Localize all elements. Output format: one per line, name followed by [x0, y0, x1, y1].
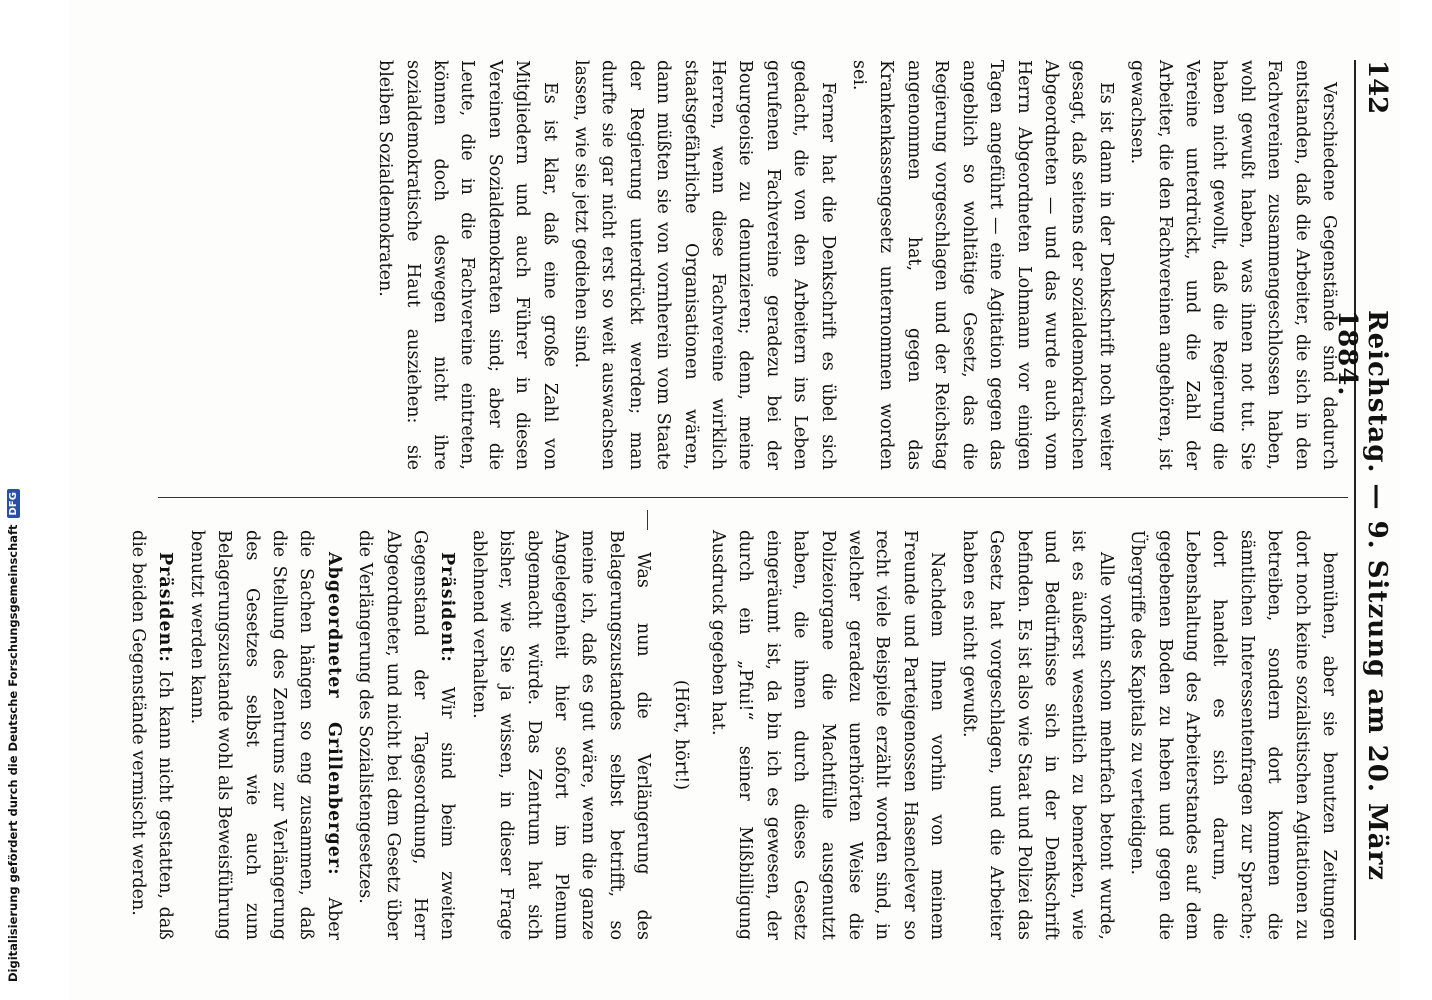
paragraph: Was nun die Verlängerung des Belagerungszustandes selbst betrifft, so meine ich, daß es gut wäre, wenn die ganze Angelegenheit hier sofort im Plenum abgemacht würde. Das Zentrum hat sich bisher, wie Sie ja wissen, in dieser Frage ablehnend verhalten. [468, 530, 654, 940]
speech-exchange [182, 530, 346, 940]
speech-exchange [351, 530, 461, 940]
speech-text: Aber die Sachen hängen so eng zusammen, daß die Stellung des Zentrums zur Verlängerung des Gesetzes selbst wie auch zum Belagerungszustande wohl als Beweisführung benutzt werden kann. [186, 530, 344, 941]
paragraph: Ferner hat die Denkschrift es übel sich gedacht, die von den Arbeitern ins Leben gerufenen Fachvereine geradezu bei der Bourgeoisie zu denunzieren; denn, meine Herren, wenn diese Fachvereine wirklich staatsgefährliche Organisationen wären, dann müßten sie von vornherein vom Staate der Regierung unterdrückt werden; man durfte sie gar nicht erst so weit auswachsen lassen, wie sie jetzt gediehen sind. [571, 60, 838, 470]
paragraph: Alle vorhin schon mehrfach betont wurde, ist es äußerst wesentlich zu bemerken, wie und Bedürfnisse sich in der Denkschrift befinden. Es ist also wie Staat und Polizei das Gesetz hat vorgeschlagen, und die Arbeiter haben es nicht gewußt. [958, 530, 1116, 940]
speaker-label: Präsident: [437, 552, 458, 663]
running-title: Reichstag. — 9. Sitzung am 20. März 1884. [1332, 310, 1392, 882]
interjection: (Hört, hört!) [670, 679, 691, 791]
paragraph: Es ist klar, daß eine große Zahl von Mitgliedern und auch Führer in diesen Vereinen Sozialdemokraten sind; aber die Leute, die in die Fachvereine eintreten, können doch deswegen nicht ihre sozialdemokratische Haut ausziehen: sie bleiben Sozialdemokraten. [375, 60, 560, 470]
dfg-logo: DFG [7, 489, 20, 518]
speech-exchange [124, 530, 179, 940]
page-number: 142 [1362, 60, 1392, 115]
speaker-label: Präsident: [155, 552, 176, 663]
scanned-page [70, 0, 1400, 1000]
paragraph: Verschiedene Gegenstände sind dadurch entstanden, daß die Arbeiter, die sich in den Fachvereinen zusammengeschlossen haben, wohl gewußt haben, was ihnen not tut. Sie haben nicht gewollt, daß die Regierung die Vereine unterdrückt, und die Zahl der Arbeiter, die den Fachvereinen angehören, ist gewachsen. [1127, 60, 1339, 470]
page-header [1332, 60, 1392, 940]
paragraph: Es ist dann in der Denkschrift noch weiter gesagt, daß seitens der sozialdemokratischen Abgeordneten — und das wurde auch vom Herrn Abgeordneten Lohmann vor einigen Tagen angeführt — eine Agitation gegen das angeblich so wohltätige Gesetz, das die Regierung vorgeschlagen und der Reichstag angenommen hat, gegen das Krankenkassengesetz unternommen worden sei. [849, 60, 1116, 470]
right-column [127, 530, 1342, 941]
credit-text: Digitalisierung gefördert durch die Deutsche Forschungsgemeinschaft [6, 524, 20, 982]
column-end-rule [647, 510, 648, 530]
left-column [375, 60, 1342, 470]
digitization-credit [0, 0, 26, 1000]
speech-text: Wir sind beim zweiten Gegenstand der Tagesordnung, Herr Abgeordneter, und nicht bei dem Gesetz über die Verlängerung des Sozialistengesetzes. [355, 530, 458, 940]
speaker-label: Abgeordneter Grillenberger: [323, 552, 344, 876]
paragraph: Nachdem Ihnen vorhin von meinem Freunde und Parteigenossen Hasenclever so recht viele Beispiele erzählt worden sind, in welcher geradezu unerhörten Weise die Polizeiorgane die Machtfülle ausgenutzt haben, die ihnen durch dieses Gesetz eingeräumt ist, da bin ich es gewesen, der durch ein „Pfui!“ seiner Mißbilligung Ausdruck gegeben hat. [708, 530, 948, 940]
column-divider [158, 497, 1348, 498]
speech-text: Ich kann nicht gestatten, daß die beiden Gegenstände vermischt werden. [127, 530, 176, 940]
paragraph: bemühen, aber sie benutzen Zeitungen dort noch keine sozialistischen Agitationen zu betreiben, sondern dort kommen die sämtlichen Interessentenfragen zur Sprache; dort handelt es sich darum, die Lebenshaltung des Arbeiterstandes auf dem gegebenen Boden zu heben und gegen die Übergriffe des Kapitals zu verteidigen. [1127, 530, 1339, 940]
